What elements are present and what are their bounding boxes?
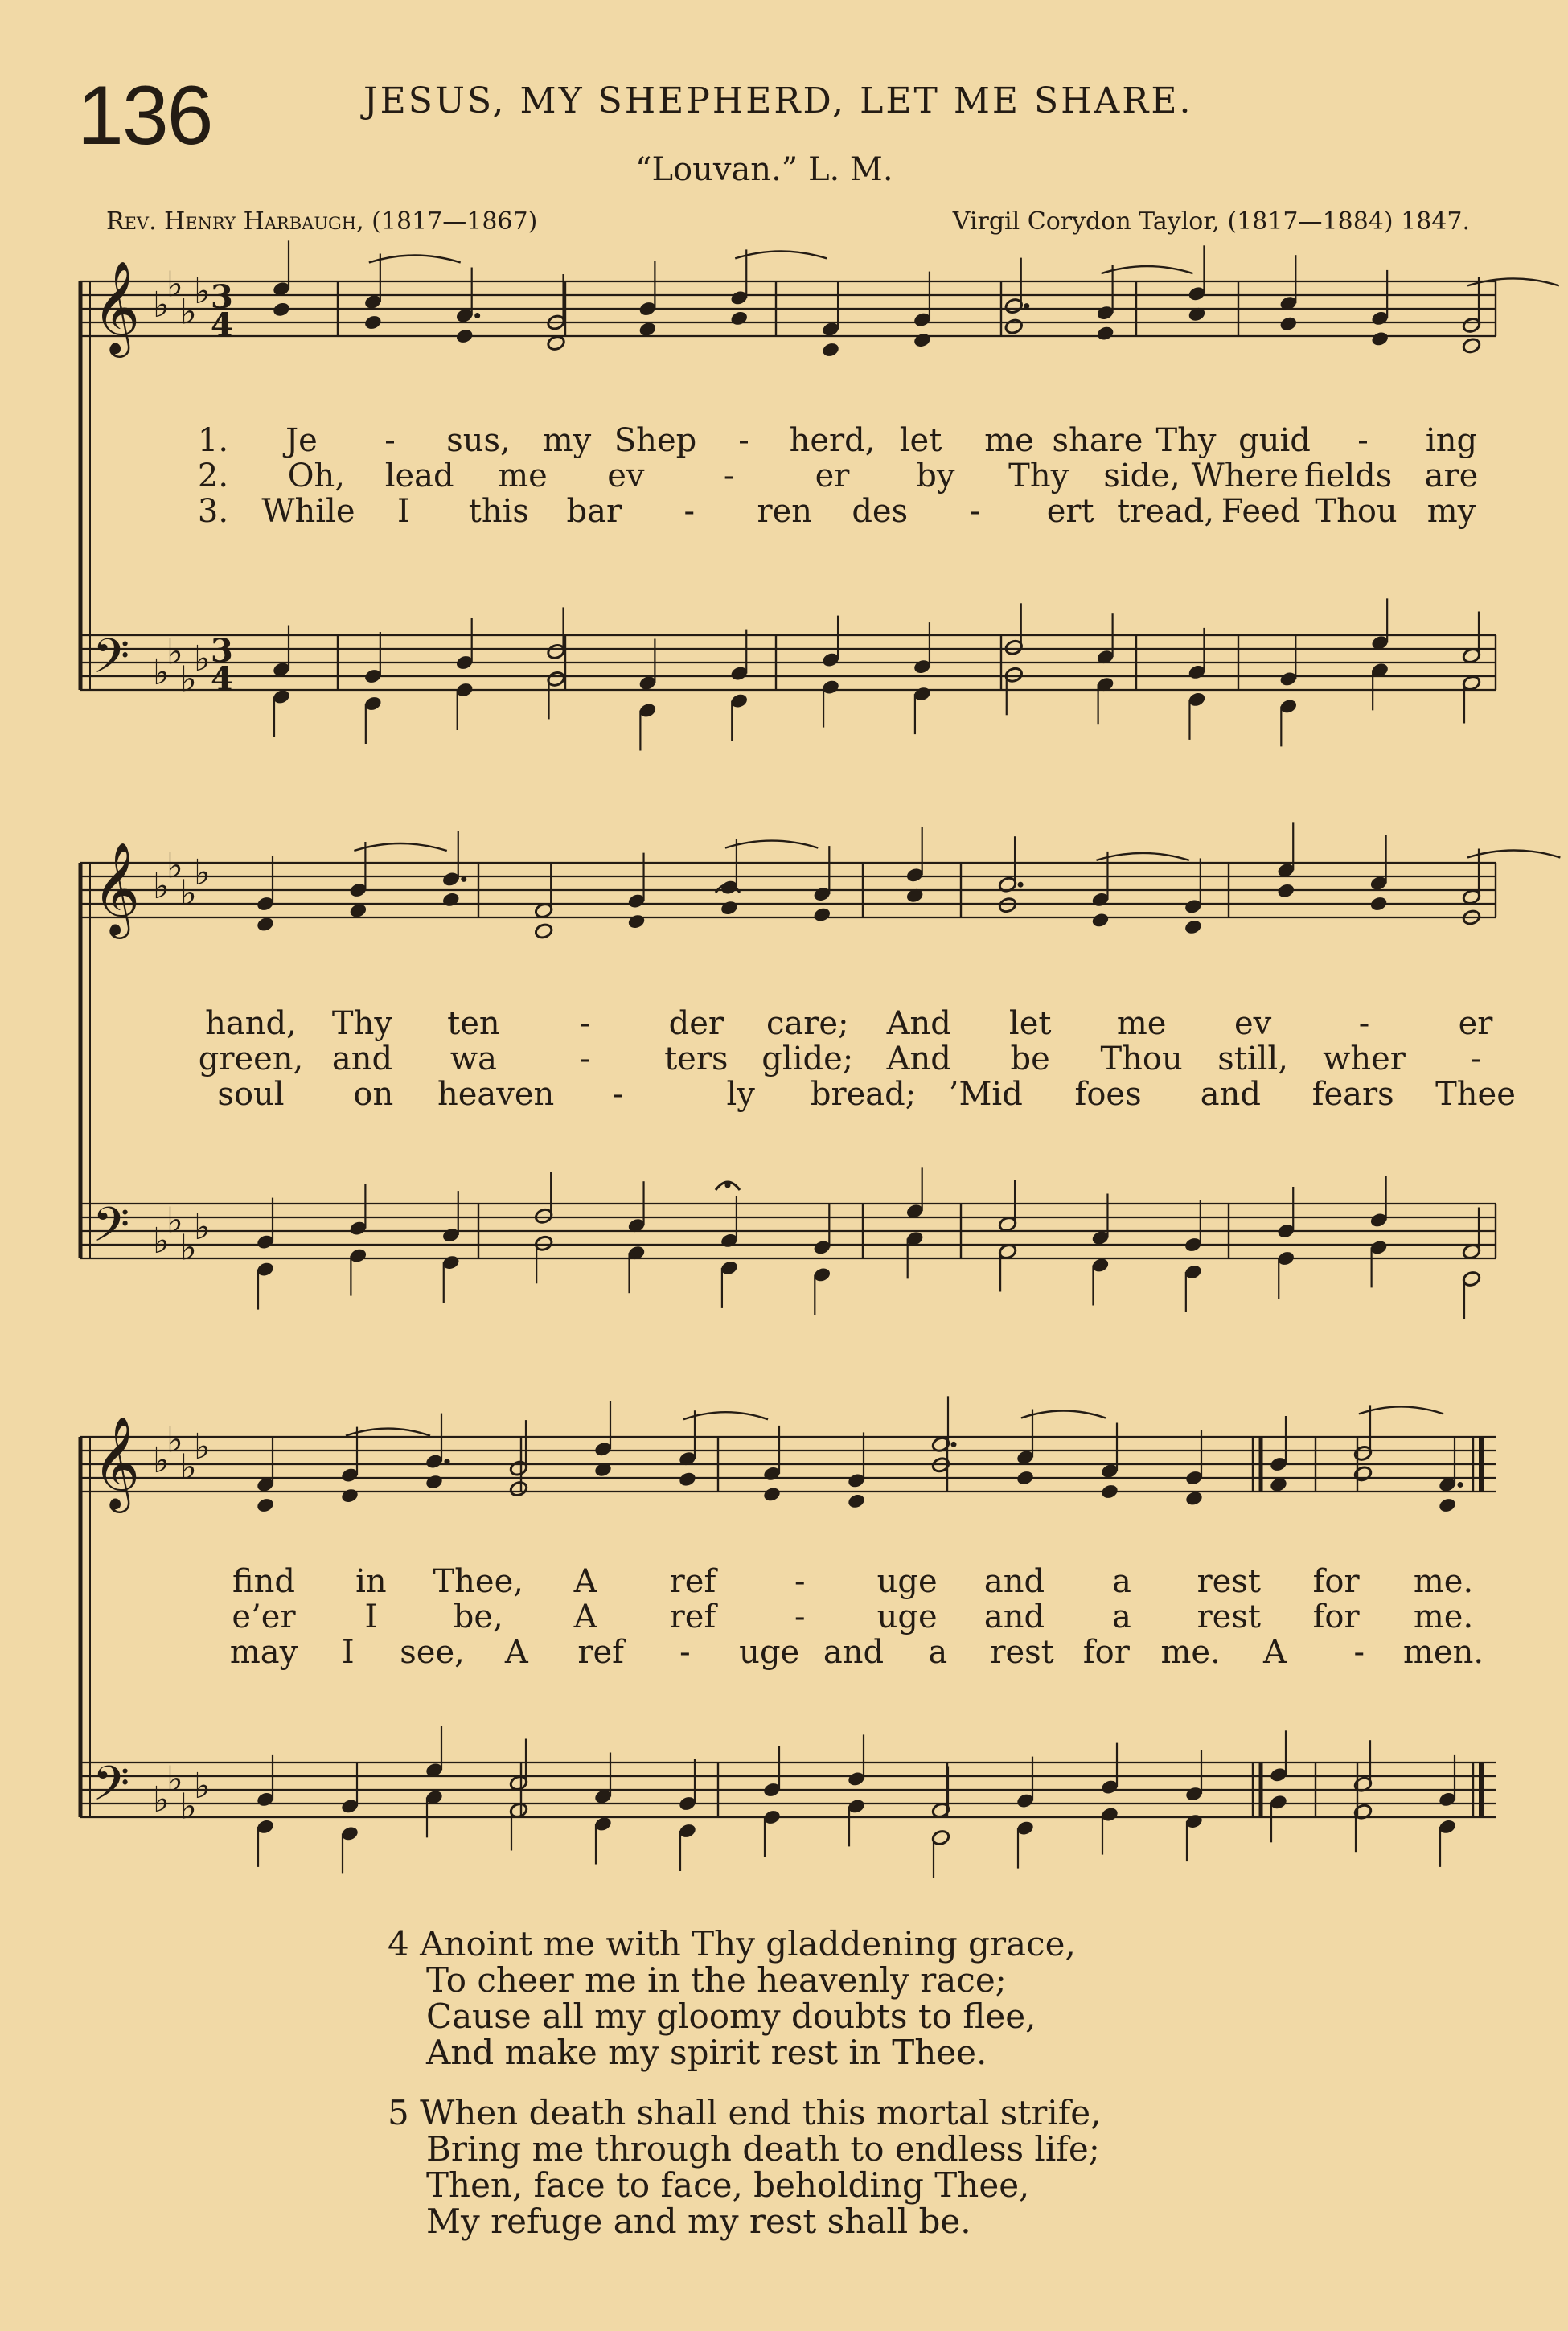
lyric-syllable: des — [852, 493, 909, 530]
fermata-dot — [725, 885, 731, 891]
fermata-dot — [725, 1183, 731, 1188]
lyric-syllable: for — [1312, 1563, 1360, 1600]
hymn-number: 136 — [77, 69, 212, 162]
lyric-syllable: Thou — [1315, 493, 1398, 530]
lyric-syllable: ’Mid — [948, 1076, 1023, 1113]
note-head — [913, 331, 932, 348]
hymn-title: JESUS, MY SHEPHERD, LET ME SHARE. — [363, 80, 1193, 121]
lyric-syllable: and — [331, 1040, 393, 1077]
augmentation-dot — [1458, 1482, 1463, 1488]
lyric-syllable: wa — [449, 1040, 497, 1077]
flat-sign-icon: ♭ — [153, 1221, 170, 1262]
lyric-syllable: this — [468, 493, 529, 530]
lyric-syllable: lead — [384, 458, 454, 495]
lyric-syllable: Thy — [331, 1005, 392, 1042]
lyric-syllable: see, — [400, 1634, 465, 1671]
flat-sign-icon: ♭ — [166, 1759, 183, 1800]
flat-sign-icon: ♭ — [194, 1426, 211, 1467]
lyric-syllable: let — [899, 422, 942, 459]
stanza-line: 5 When death shall end this mortal strife, — [388, 2093, 1102, 2132]
slur — [1096, 853, 1188, 860]
lyric-syllable: der — [668, 1005, 724, 1042]
augmentation-dot — [461, 876, 466, 882]
flat-sign-icon: ♭ — [180, 659, 197, 700]
lyric-syllable: ref — [577, 1634, 624, 1671]
flat-sign-icon: ♭ — [166, 845, 183, 887]
note-head — [509, 1480, 528, 1497]
note-head — [812, 906, 831, 923]
note-head — [821, 341, 840, 358]
lyrics-line — [0, 422, 1568, 460]
note-head — [363, 314, 383, 330]
lyric-syllable: uge — [739, 1634, 800, 1671]
note-head — [847, 1492, 866, 1509]
note-head — [1370, 330, 1389, 347]
bass-clef-icon: 𝄢 — [92, 1196, 130, 1264]
lyric-syllable: ing — [1425, 422, 1478, 459]
lyric-syllable: And — [886, 1040, 951, 1077]
lyric-syllable: Thou — [1100, 1040, 1183, 1077]
lyric-syllable: A — [573, 1563, 597, 1600]
lyric-syllable: rest — [1197, 1598, 1261, 1635]
lyrics-line — [0, 495, 1568, 531]
lyric-syllable: my — [1426, 493, 1476, 530]
time-signature-top: 3 — [211, 632, 233, 670]
stanza-4 — [388, 1926, 1076, 2070]
time-signature-bottom: 4 — [211, 660, 233, 698]
note-head — [1276, 882, 1295, 899]
flat-sign-icon: ♭ — [153, 1779, 170, 1820]
flat-sign-icon: ♭ — [194, 638, 211, 679]
lyric-syllable: I — [341, 1634, 355, 1671]
slur — [1359, 1406, 1443, 1414]
augmentation-dot — [1024, 303, 1029, 309]
lyric-syllable: and — [1200, 1076, 1261, 1113]
lyric-syllable: fields — [1304, 458, 1393, 495]
stanza-line: Bring me through death to endless life; — [426, 2129, 1100, 2169]
lyric-syllable: for — [1312, 1598, 1360, 1635]
lyric-syllable: be, — [453, 1598, 503, 1635]
lyric-syllable: bread; — [810, 1076, 917, 1113]
flat-sign-icon: ♭ — [166, 1200, 183, 1241]
slur — [346, 1429, 430, 1436]
note-head — [762, 1486, 782, 1503]
lyric-syllable: - — [794, 1563, 806, 1600]
lyric-syllable: may — [229, 1634, 298, 1671]
lyric-syllable: still, — [1217, 1040, 1288, 1077]
lyric-syllable: guid — [1238, 422, 1311, 459]
lyric-syllable: green, — [198, 1040, 304, 1077]
lyric-syllable: sus, — [446, 422, 511, 459]
lyric-syllable: me. — [1413, 1598, 1474, 1635]
flat-sign-icon: ♭ — [180, 1786, 197, 1828]
slur — [1102, 266, 1193, 273]
lyric-syllable: me — [1116, 1005, 1167, 1042]
note-head — [1090, 912, 1110, 929]
flat-sign-icon: ♭ — [180, 1227, 197, 1269]
lyric-syllable: A — [1262, 1634, 1287, 1671]
lyric-syllable: Feed — [1221, 493, 1301, 530]
treble-clef-icon: 𝄞 — [92, 841, 141, 935]
note-head — [678, 1471, 697, 1488]
flat-sign-icon: ♭ — [166, 631, 183, 673]
flat-sign-icon: ♭ — [153, 866, 170, 907]
flat-sign-icon: ♭ — [194, 1766, 211, 1807]
lyric-syllable: ref — [669, 1598, 716, 1635]
stanza-number: 4 — [388, 1924, 409, 1964]
lyric-syllable: - — [1353, 1634, 1365, 1671]
lyric-syllable: and — [983, 1598, 1045, 1635]
stanza-5 — [388, 2095, 1101, 2239]
lyric-syllable: a — [1111, 1598, 1131, 1635]
lyric-syllable: on — [353, 1076, 394, 1113]
augmentation-dot — [445, 1459, 450, 1464]
flat-sign-icon: ♭ — [180, 1447, 197, 1488]
lyric-syllable: ev — [1233, 1005, 1272, 1042]
slur — [725, 841, 818, 848]
augmentation-dot — [1018, 882, 1024, 888]
lyric-syllable: A — [573, 1598, 597, 1635]
lyric-syllable: wher — [1323, 1040, 1406, 1077]
composer-credit: Virgil Corydon Taylor, (1817—1884) 1847. — [952, 207, 1470, 236]
slur — [683, 1412, 768, 1419]
slur — [1467, 851, 1560, 858]
time-signature-top: 3 — [211, 278, 233, 316]
lyric-syllable: ert — [1046, 493, 1094, 530]
lyric-syllable: glide; — [761, 1040, 854, 1077]
lyric-syllable: Thy — [1008, 458, 1069, 495]
flat-sign-icon: ♭ — [180, 872, 197, 914]
lyric-syllable: - — [613, 1076, 624, 1113]
lyric-syllable: ref — [669, 1563, 716, 1600]
note-head — [720, 899, 739, 916]
note-head — [425, 1473, 444, 1490]
lyric-syllable: in — [355, 1563, 387, 1600]
lyric-syllable: - — [579, 1040, 591, 1077]
lyric-syllable: and — [983, 1563, 1045, 1600]
bass-clef-icon: 𝄢 — [92, 1755, 130, 1823]
lyric-syllable: ters — [664, 1040, 729, 1077]
lyric-syllable: Where — [1191, 458, 1299, 495]
lyric-syllable: I — [364, 1598, 378, 1635]
lyric-syllable: find — [232, 1563, 296, 1600]
lyric-syllable: I — [397, 493, 410, 530]
lyric-syllable: hand, — [205, 1005, 297, 1042]
lyric-syllable: be — [1010, 1040, 1050, 1077]
flat-sign-icon: ♭ — [153, 285, 170, 326]
note-head — [729, 310, 749, 326]
treble-clef-icon: 𝄞 — [92, 1415, 141, 1509]
lyric-syllable: heaven — [437, 1076, 555, 1113]
flat-sign-icon: ♭ — [153, 652, 170, 693]
note-head — [1016, 1469, 1035, 1486]
lyric-syllable: ly — [726, 1076, 755, 1113]
lyric-syllable: for — [1082, 1634, 1130, 1671]
lyrics-line — [0, 1598, 1568, 1636]
lyric-syllable: 1. — [197, 422, 229, 459]
lyric-syllable: uge — [876, 1598, 938, 1635]
stanza-line: Then, face to face, beholding Thee, — [426, 2165, 1030, 2205]
flat-sign-icon: ♭ — [153, 1440, 170, 1481]
lyric-syllable: ten — [447, 1005, 500, 1042]
note-head — [1369, 895, 1389, 912]
lyric-syllable: er — [1458, 1005, 1493, 1042]
flat-sign-icon: ♭ — [166, 264, 183, 306]
lyrics-line — [0, 1636, 1568, 1672]
lyric-syllable: soul — [217, 1076, 285, 1113]
lyric-syllable: let — [1008, 1005, 1052, 1042]
slur — [1021, 1411, 1106, 1418]
flat-sign-icon: ♭ — [166, 1419, 183, 1461]
slur — [369, 256, 461, 263]
lyric-syllable: care; — [766, 1005, 849, 1042]
stanza-line: My refuge and my rest shall be. — [426, 2202, 971, 2241]
lyric-syllable: a — [1111, 1563, 1131, 1600]
lyric-syllable: are — [1424, 458, 1479, 495]
lyric-syllable: Thy — [1155, 422, 1217, 459]
lyric-syllable: Shep — [614, 422, 697, 459]
note-head — [1438, 1496, 1457, 1513]
stanza-line: And make my spirit rest in Thee. — [426, 2033, 987, 2072]
note-head — [272, 301, 291, 318]
lyric-syllable: er — [815, 458, 850, 495]
slur — [1467, 278, 1559, 285]
lyric-syllable: fears — [1311, 1076, 1394, 1113]
lyric-syllable: - — [1470, 1040, 1481, 1077]
lyric-syllable: by — [916, 458, 955, 495]
lyric-syllable: ev — [607, 458, 645, 495]
lyric-syllable: uge — [876, 1563, 938, 1600]
stanza-number: 5 — [388, 2093, 409, 2132]
flat-sign-icon: ♭ — [180, 291, 197, 333]
lyric-syllable: side, — [1103, 458, 1180, 495]
note-head — [1353, 1465, 1373, 1482]
stanza-line: To cheer me in the heavenly race; — [426, 1960, 1007, 2000]
lyric-syllable: and — [823, 1634, 885, 1671]
augmentation-dot — [951, 1442, 957, 1447]
note-head — [626, 913, 646, 930]
note-head — [1096, 325, 1115, 342]
lyrics-line — [0, 1005, 1568, 1043]
lyric-syllable: - — [384, 422, 396, 459]
author-credit: Rev. Henry Harbaugh, (1817—1867) — [106, 207, 538, 236]
slur — [354, 843, 446, 851]
lyric-syllable: me. — [1413, 1563, 1474, 1600]
lyric-syllable: And — [886, 1005, 951, 1042]
lyric-syllable: me — [498, 458, 548, 495]
lyric-syllable: - — [679, 1634, 691, 1671]
lyrics-line — [0, 1078, 1568, 1114]
lyric-syllable: - — [723, 458, 735, 495]
flat-sign-icon: ♭ — [194, 852, 211, 893]
bass-clef-icon: 𝄢 — [92, 628, 130, 696]
lyric-syllable: - — [1357, 422, 1369, 459]
lyric-syllable: While — [261, 493, 355, 530]
lyric-syllable: me — [984, 422, 1034, 459]
treble-clef-icon: 𝄞 — [92, 260, 141, 354]
note-head — [256, 1496, 275, 1513]
lyric-syllable: - — [794, 1598, 806, 1635]
lyric-syllable: - — [683, 493, 696, 530]
lyric-syllable: Thee, — [433, 1563, 523, 1600]
note-head — [1279, 315, 1298, 332]
lyrics-line — [0, 1040, 1568, 1078]
note-head — [534, 922, 553, 939]
lyric-syllable: 3. — [197, 493, 229, 530]
lyric-syllable: share — [1052, 422, 1143, 459]
note-head — [1100, 1483, 1119, 1500]
lyric-syllable: Je — [285, 422, 318, 459]
lyric-syllable: men. — [1402, 1634, 1484, 1671]
note-head — [455, 327, 474, 344]
lyric-syllable: - — [969, 493, 981, 530]
lyric-syllable: A — [504, 1634, 528, 1671]
note-head — [998, 897, 1017, 913]
lyric-syllable: tread, — [1117, 493, 1215, 530]
note-head — [1462, 337, 1481, 354]
lyric-syllable: - — [738, 422, 749, 459]
lyric-syllable: ren — [757, 493, 813, 530]
note-head — [1004, 318, 1024, 334]
augmentation-dot — [474, 313, 480, 318]
lyric-syllable: rest — [990, 1634, 1054, 1671]
lyric-syllable: e’er — [232, 1598, 296, 1635]
lyric-syllable: me. — [1160, 1634, 1221, 1671]
lyric-syllable: my — [542, 422, 592, 459]
lyric-syllable: a — [928, 1634, 948, 1671]
flat-sign-icon: ♭ — [194, 1207, 211, 1248]
lyrics-line — [0, 460, 1568, 495]
lyric-syllable: foes — [1074, 1076, 1142, 1113]
slur — [735, 251, 827, 258]
time-signature-bottom: 4 — [211, 306, 233, 344]
lyric-syllable: rest — [1197, 1563, 1261, 1600]
note-head — [441, 891, 461, 908]
lyric-syllable: bar — [566, 493, 622, 530]
lyric-syllable: Oh, — [287, 458, 345, 495]
lyric-syllable: 2. — [197, 458, 229, 495]
lyric-syllable: Thee — [1435, 1076, 1516, 1113]
note-head — [340, 1487, 359, 1504]
lyric-syllable: herd, — [789, 422, 876, 459]
lyrics-line — [0, 1563, 1568, 1601]
note-head — [1184, 918, 1203, 935]
flat-sign-icon: ♭ — [194, 271, 211, 312]
lyric-syllable: - — [1358, 1005, 1370, 1042]
stanza-line: 4 Anoint me with Thy gladdening grace, — [388, 1924, 1076, 1964]
lyric-syllable: - — [579, 1005, 591, 1042]
stanza-line: Cause all my gloomy doubts to flee, — [426, 1997, 1036, 2036]
tune-name: “Louvan.” L. M. — [635, 151, 893, 188]
